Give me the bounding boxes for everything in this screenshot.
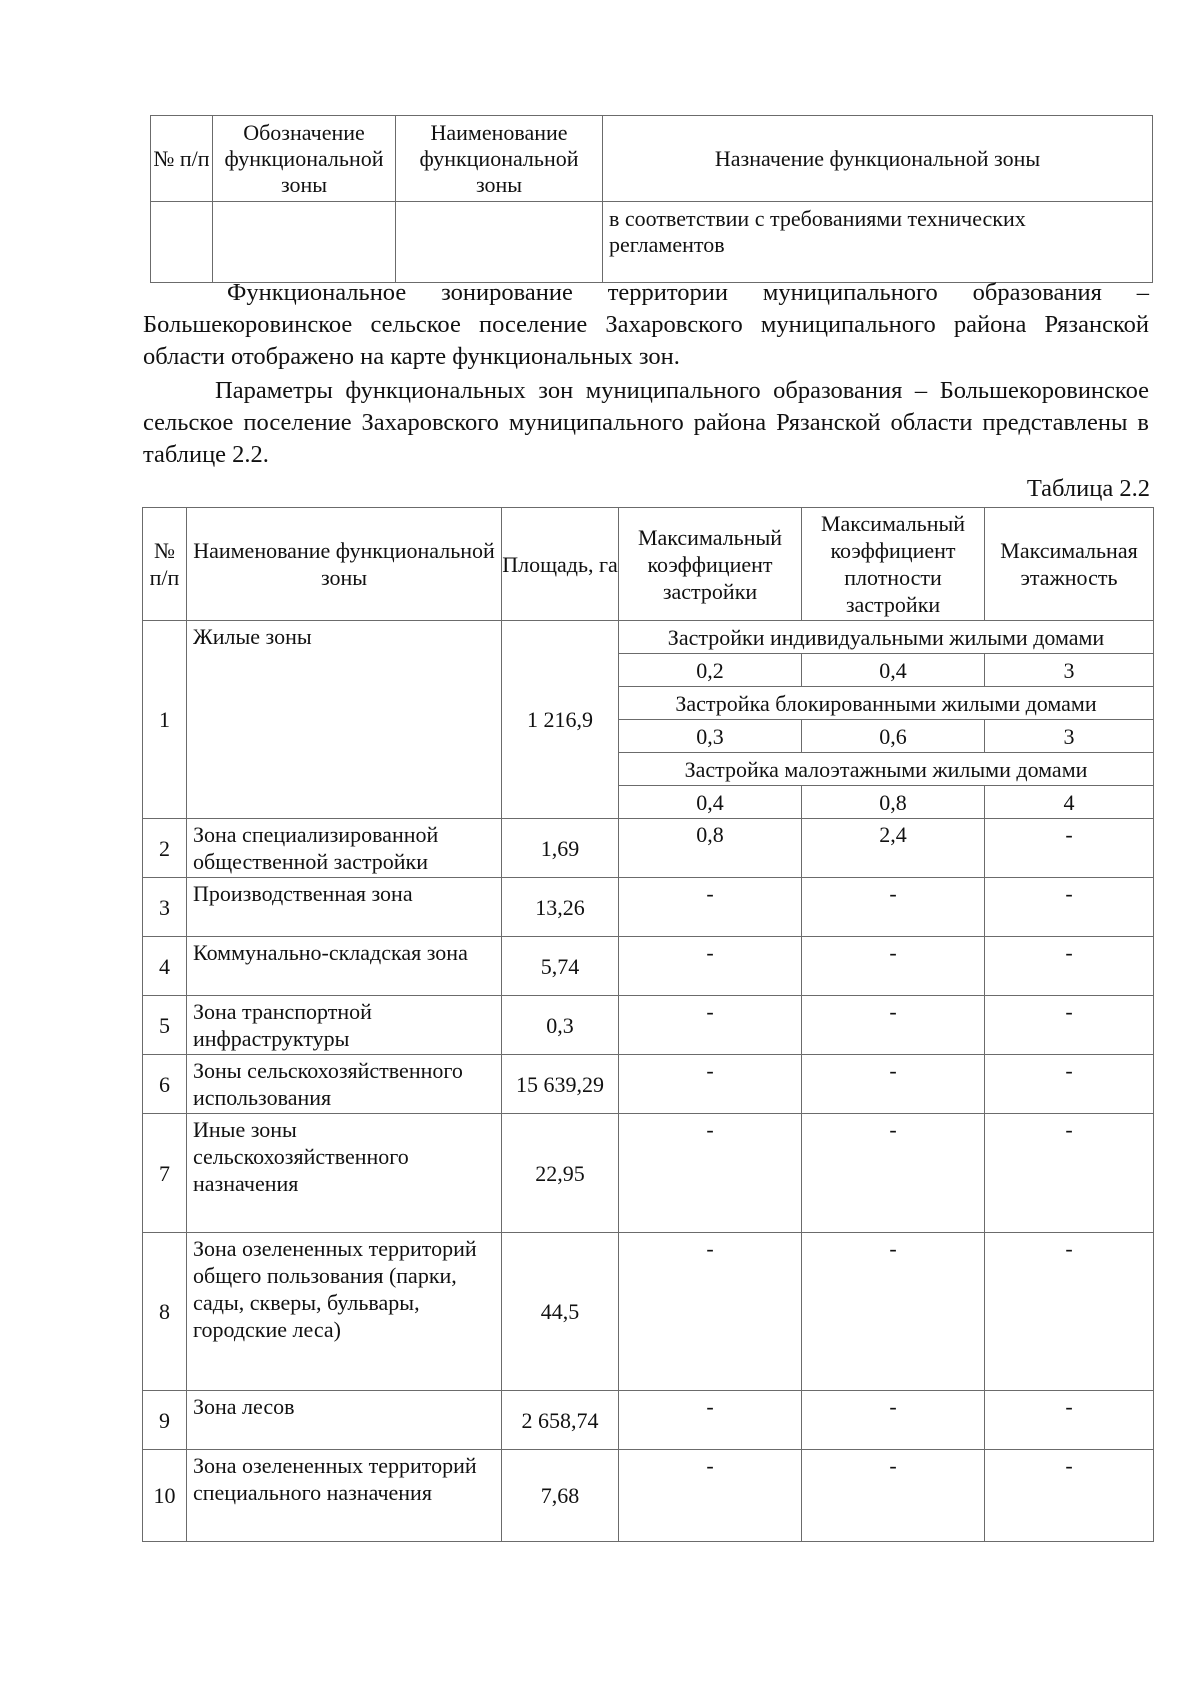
paragraph: [143, 277, 1149, 373]
table-cell: 3: [985, 720, 1154, 753]
table-row: [143, 1233, 1154, 1391]
table-cell: -: [802, 1450, 985, 1542]
paragraph: [143, 375, 1149, 471]
table-cell: -: [985, 878, 1154, 937]
table-row: [143, 1055, 1154, 1114]
table-header-row: [143, 508, 1154, 621]
zone-area: 22,95: [502, 1114, 619, 1233]
table-caption: Таблица 2.2: [1026, 475, 1150, 502]
table-row: [143, 878, 1154, 937]
table-row: [143, 937, 1154, 996]
table-cell: 0,6: [802, 720, 985, 753]
zone-area: 0,3: [502, 996, 619, 1055]
table-cell: -: [985, 1450, 1154, 1542]
table-cell: -: [802, 937, 985, 996]
table-cell: 0,8: [619, 819, 802, 878]
table-cell: 2,4: [802, 819, 985, 878]
table-row: [143, 1450, 1154, 1542]
row-number: 1: [143, 621, 187, 819]
table-cell: -: [802, 1055, 985, 1114]
table-cell: -: [802, 878, 985, 937]
table-cell: -: [985, 1114, 1154, 1233]
table-cell: -: [802, 1233, 985, 1391]
row-number: 4: [143, 937, 187, 996]
table-cell: 3: [985, 654, 1154, 687]
table-cell: -: [802, 996, 985, 1055]
table-cell: 0,3: [619, 720, 802, 753]
table-cell: в соответствии с требованиями технических регламентов: [603, 202, 1153, 283]
table-cell: -: [619, 1114, 802, 1233]
row-number: 10: [143, 1450, 187, 1542]
table-cell: -: [802, 1391, 985, 1450]
table-cell: -: [619, 1233, 802, 1391]
row-number: 5: [143, 996, 187, 1055]
zone-name: Зоны сельскохозяйственного использования: [187, 1055, 502, 1114]
table-cell: 4: [985, 786, 1154, 819]
header-cell: Максимальный коэффициент застройки: [619, 508, 802, 621]
table-cell: -: [619, 1450, 802, 1542]
zone-name: Производственная зона: [187, 878, 502, 937]
table-row: [143, 819, 1154, 878]
zone-area: 44,5: [502, 1233, 619, 1391]
zone-area: 1,69: [502, 819, 619, 878]
table-row: [143, 996, 1154, 1055]
table-cell: -: [619, 1391, 802, 1450]
subgroup-label: Застройки индивидуальными жилыми домами: [619, 621, 1154, 654]
table-cell: -: [619, 937, 802, 996]
subgroup-label: Застройка малоэтажными жилыми домами: [619, 753, 1154, 786]
zone-area: 1 216,9: [502, 621, 619, 819]
table-cell: -: [985, 937, 1154, 996]
zone-name: Зона озелененных территорий специального назначения: [187, 1450, 502, 1542]
paragraph-text: Параметры функциональных зон муниципального образования – Большекоровинское сельское поселение Захаровского муниципального района Рязанской области представлены в таблице 2.2.: [143, 377, 1149, 468]
zone-area: 2 658,74: [502, 1391, 619, 1450]
zone-name: Жилые зоны: [187, 621, 502, 819]
table-cell: -: [985, 1391, 1154, 1450]
table-row: [151, 202, 1153, 283]
header-cell: Наименование функциональной зоны: [396, 116, 603, 202]
zone-name: Зона лесов: [187, 1391, 502, 1450]
row-number: 8: [143, 1233, 187, 1391]
zone-purpose-table: [150, 115, 1153, 283]
row-number: 2: [143, 819, 187, 878]
zone-name: Коммунально-складская зона: [187, 937, 502, 996]
row-number: 6: [143, 1055, 187, 1114]
table-header-row: [151, 116, 1153, 202]
header-cell: Назначение функциональной зоны: [603, 116, 1153, 202]
zone-name: Зона озелененных территорий общего пользования (парки, сады, скверы, бульвары, городские леса): [187, 1233, 502, 1391]
table-cell: [213, 202, 396, 283]
table-cell: 0,2: [619, 654, 802, 687]
zone-parameters-table: [142, 507, 1154, 1542]
table-cell: -: [985, 996, 1154, 1055]
header-cell: № п/п: [143, 508, 187, 621]
zone-area: 7,68: [502, 1450, 619, 1542]
table-cell: -: [619, 1055, 802, 1114]
table-cell: -: [619, 996, 802, 1055]
zone-area: 15 639,29: [502, 1055, 619, 1114]
row-number: 3: [143, 878, 187, 937]
header-cell: Максимальная этажность: [985, 508, 1154, 621]
header-cell: Максимальный коэффициент плотности застройки: [802, 508, 985, 621]
zone-name: Зона транспортной инфраструктуры: [187, 996, 502, 1055]
header-cell: Площадь, га: [502, 508, 619, 621]
table-cell: [151, 202, 213, 283]
zone-name: Зона специализированной общественной застройки: [187, 819, 502, 878]
table-cell: -: [985, 819, 1154, 878]
zone-name: Иные зоны сельскохозяйственного назначения: [187, 1114, 502, 1233]
table-row: [143, 1114, 1154, 1233]
table-cell: [396, 202, 603, 283]
row-number: 7: [143, 1114, 187, 1233]
table-row: [143, 621, 1154, 654]
paragraph-text: Функциональное зонирование территории муниципального образования – Большекоровинское сельское поселение Захаровского муниципального района Рязанской области отображено на карте функциональных зон.: [143, 279, 1149, 370]
table-cell: 0,4: [619, 786, 802, 819]
header-cell: Обозначение функциональной зоны: [213, 116, 396, 202]
table-cell: -: [802, 1114, 985, 1233]
row-number: 9: [143, 1391, 187, 1450]
header-cell: Наименование функциональной зоны: [187, 508, 502, 621]
header-cell: № п/п: [151, 116, 213, 202]
subgroup-label: Застройка блокированными жилыми домами: [619, 687, 1154, 720]
table-cell: 0,4: [802, 654, 985, 687]
table-cell: 0,8: [802, 786, 985, 819]
table-row: [143, 1391, 1154, 1450]
table-cell: -: [985, 1233, 1154, 1391]
table-cell: -: [619, 878, 802, 937]
zone-area: 13,26: [502, 878, 619, 937]
table-cell: -: [985, 1055, 1154, 1114]
zone-area: 5,74: [502, 937, 619, 996]
